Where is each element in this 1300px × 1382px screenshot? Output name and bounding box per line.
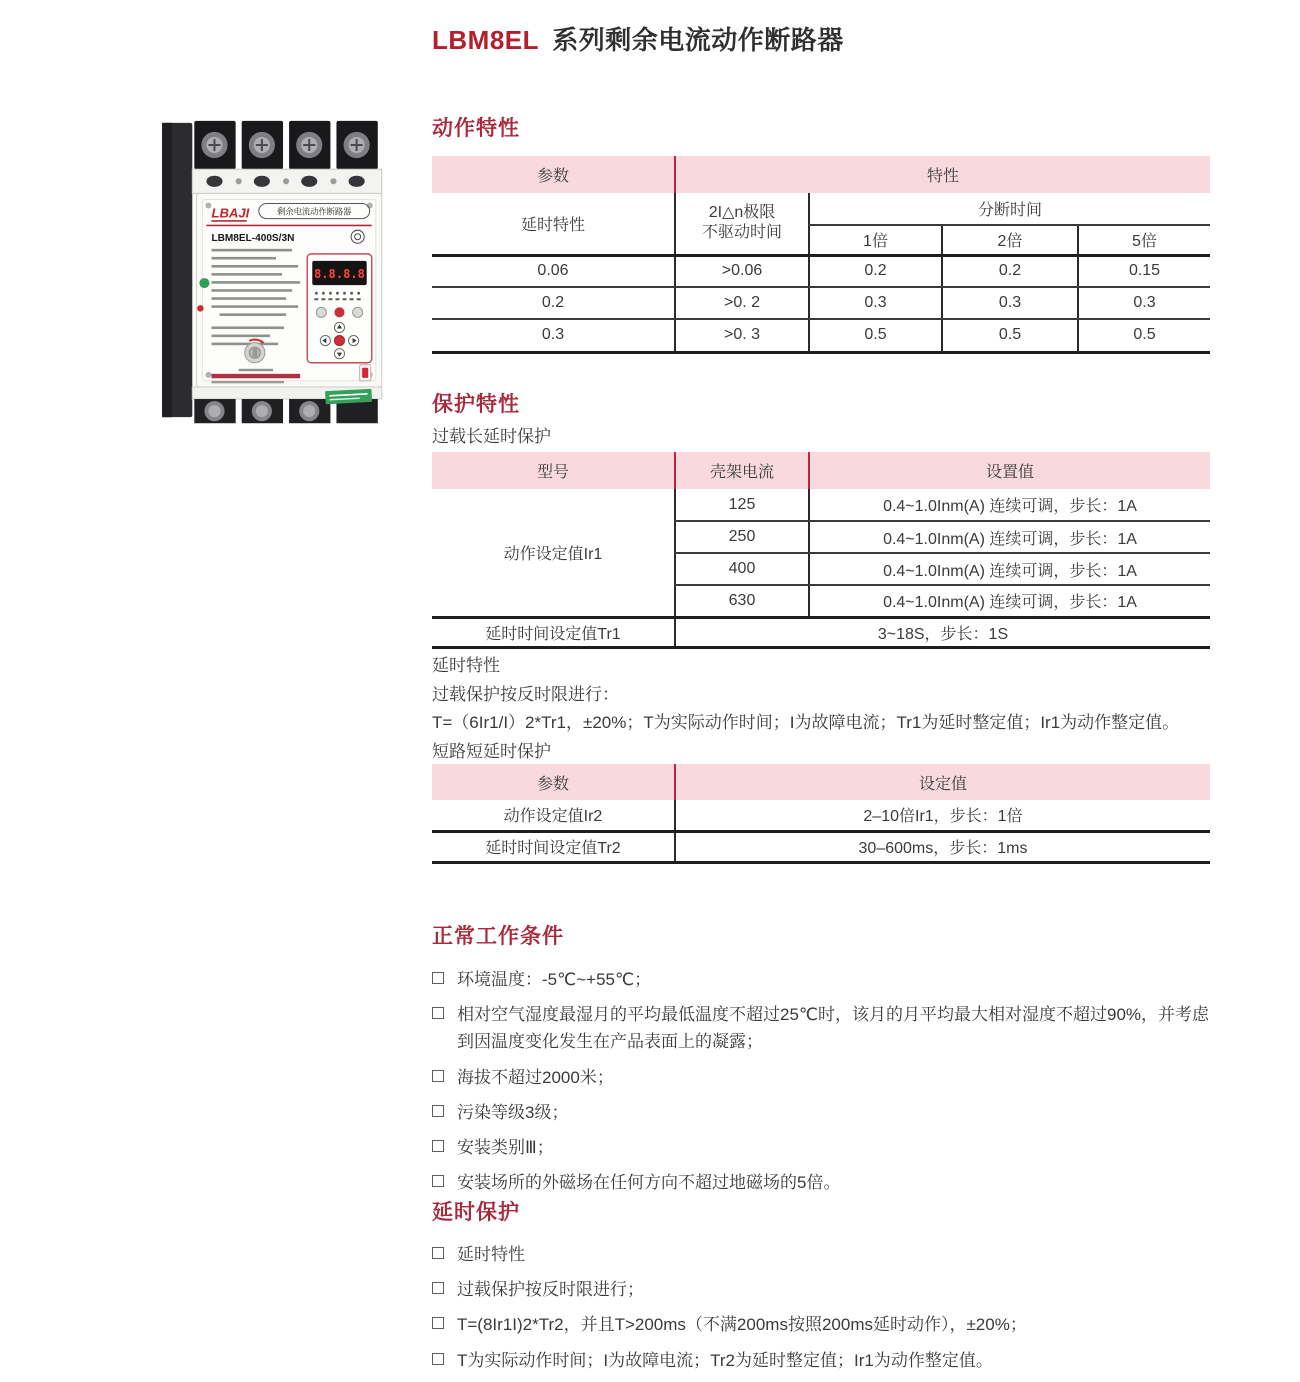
checkbox-icon — [432, 1175, 444, 1187]
checkbox-icon — [432, 1105, 444, 1117]
table-header-cell: 设置值 — [809, 452, 1210, 489]
power-rocker-switch — [360, 365, 371, 381]
circuit-breaker-illustration — [154, 106, 404, 432]
section-heading-delay-protection: 延时保护 — [432, 1201, 520, 1224]
display-module — [307, 254, 372, 363]
list-item: 环境温度：-5℃~+55℃； — [432, 966, 1222, 993]
table-cell: 400 — [675, 553, 809, 585]
list-item: 海拔不超过2000米； — [432, 1064, 1222, 1091]
checkbox-icon — [432, 1007, 444, 1019]
delay-protection-list — [432, 1241, 1222, 1382]
table-cell: 0.4~1.0Inm(A) 连续可调，步长：1A — [809, 585, 1210, 617]
table-cell: 3~18S，步长：1S — [675, 617, 1210, 647]
list-item: T=(8Ir1I)2*Tr2，并且T>200ms（不满200ms按照200ms延时动作），±20%； — [432, 1311, 1222, 1338]
list-item: 相对空气湿度最湿月的平均最低温度不超过25℃时，该月的月平均最大相对湿度不超过90%，并考虑到因温度变化发生在产品表面上的凝露； — [432, 1001, 1222, 1055]
table-cell: >0. 2 — [675, 287, 809, 319]
table-header-cell: 型号 — [432, 452, 675, 489]
list-item: 污染等级3级； — [432, 1099, 1222, 1126]
section-heading-action: 动作特性 — [432, 117, 520, 140]
table-cell: 0.2 — [432, 287, 675, 319]
table-cell: 0.2 — [809, 255, 942, 287]
table-cell: 0.3 — [1078, 287, 1210, 319]
protection-note: 过载保护按反时限进行： — [432, 685, 619, 704]
table-cell: 动作设定值Ir1 — [432, 489, 675, 617]
list-item: 安装场所的外磁场在任何方向不超过地磁场的5倍。 — [432, 1169, 1222, 1196]
table-cell: 0.5 — [809, 319, 942, 352]
table-header-cell: 参数 — [432, 764, 675, 800]
table-cell: 0.5 — [942, 319, 1078, 352]
table-subheader-cell: 延时特性 — [432, 193, 675, 255]
checkbox-icon — [432, 1353, 444, 1365]
checkbox-icon — [432, 972, 444, 984]
conditions-list — [432, 966, 1222, 1204]
green-label — [325, 389, 372, 405]
table-cell: 0.4~1.0Inm(A) 连续可调，步长：1A — [809, 553, 1210, 585]
top-terminals — [194, 121, 377, 169]
brand-logo: LBAJI — [211, 205, 250, 221]
overload-protection-label: 过载长延时保护 — [432, 427, 551, 446]
table-cell: 动作设定值Ir2 — [432, 800, 675, 831]
table-header-cell: 参数 — [432, 156, 675, 193]
table-cell: 630 — [675, 585, 809, 617]
table-subheader-cell: 1倍 — [809, 225, 942, 255]
page-title-model: LBM8EL — [432, 25, 539, 55]
table-header-cell: 特性 — [675, 156, 1210, 193]
list-item: 延时特性 — [432, 1241, 1222, 1268]
red-led-indicator — [197, 305, 203, 311]
table-subheader-cell: 2倍 — [942, 225, 1078, 255]
short-circuit-label: 短路短延时保护 — [432, 742, 551, 761]
display-digits: 8.8.8.8 — [314, 267, 365, 282]
table-cell: 0.06 — [432, 255, 675, 287]
protection-formula: T=（6Ir1/I）2*Tr1，±20%；T为实际动作时间；I为故障电流；Tr1为延时整定值；Ir1为动作整定值。 — [432, 713, 1180, 732]
delay-characteristics-label: 延时特性 — [432, 656, 500, 675]
table-cell: 0.3 — [809, 287, 942, 319]
table-cell: 250 — [675, 521, 809, 553]
table-cell: 延时时间设定值Tr1 — [432, 617, 675, 647]
table-cell: 30–600ms，步长：1ms — [675, 831, 1210, 862]
table-cell: >0.06 — [675, 255, 809, 287]
green-badge-icon — [199, 278, 209, 288]
function-buttons — [316, 307, 362, 317]
table-cell: 0.3 — [942, 287, 1078, 319]
overload-protection-table — [432, 452, 1210, 649]
table-cell: 0.2 — [942, 255, 1078, 287]
table-cell: 2–10倍Ir1，步长：1倍 — [675, 800, 1210, 831]
device-model: LBM8EL-400S/3N — [211, 232, 295, 244]
table-header-cell: 壳架电流 — [675, 452, 809, 489]
table-cell: 0.4~1.0Inm(A) 连续可调，步长：1A — [809, 489, 1210, 521]
checkbox-icon — [432, 1140, 444, 1152]
checkbox-icon — [432, 1070, 444, 1082]
page-title-rest: 系列剩余电流动作断路器 — [552, 25, 844, 55]
list-item: 安装类别Ⅲ； — [432, 1134, 1222, 1161]
page-title — [432, 20, 844, 57]
table-cell: 延时时间设定值Tr2 — [432, 831, 675, 862]
table-subheader-cell: 分断时间 — [809, 193, 1210, 225]
device-panel-title: 剩余电流动作断路器 — [277, 207, 352, 217]
table-cell: >0. 3 — [675, 319, 809, 352]
checkbox-icon — [432, 1282, 444, 1294]
table-cell: 0.15 — [1078, 255, 1210, 287]
table-subheader-cell: 2I△n极限 不驱动时间 — [675, 193, 809, 255]
list-item: 过载保护按反时限进行； — [432, 1276, 1222, 1303]
table-header-cell: 设定值 — [675, 764, 1210, 800]
table-cell: 125 — [675, 489, 809, 521]
checkbox-icon — [432, 1247, 444, 1259]
list-item: T为实际动作时间；I为故障电流；Tr2为延时整定值；Ir1为动作整定值。 — [432, 1347, 1222, 1374]
checkbox-icon — [432, 1317, 444, 1329]
table-cell: 0.5 — [1078, 319, 1210, 352]
section-heading-protection: 保护特性 — [432, 393, 520, 416]
section-heading-conditions: 正常工作条件 — [432, 925, 564, 948]
table-cell: 0.4~1.0Inm(A) 连续可调，步长：1A — [809, 521, 1210, 553]
short-delay-table — [432, 764, 1210, 864]
product-image — [154, 106, 404, 432]
table-subheader-cell: 5倍 — [1078, 225, 1210, 255]
table-cell: 0.3 — [432, 319, 675, 352]
action-characteristics-table — [432, 156, 1210, 354]
